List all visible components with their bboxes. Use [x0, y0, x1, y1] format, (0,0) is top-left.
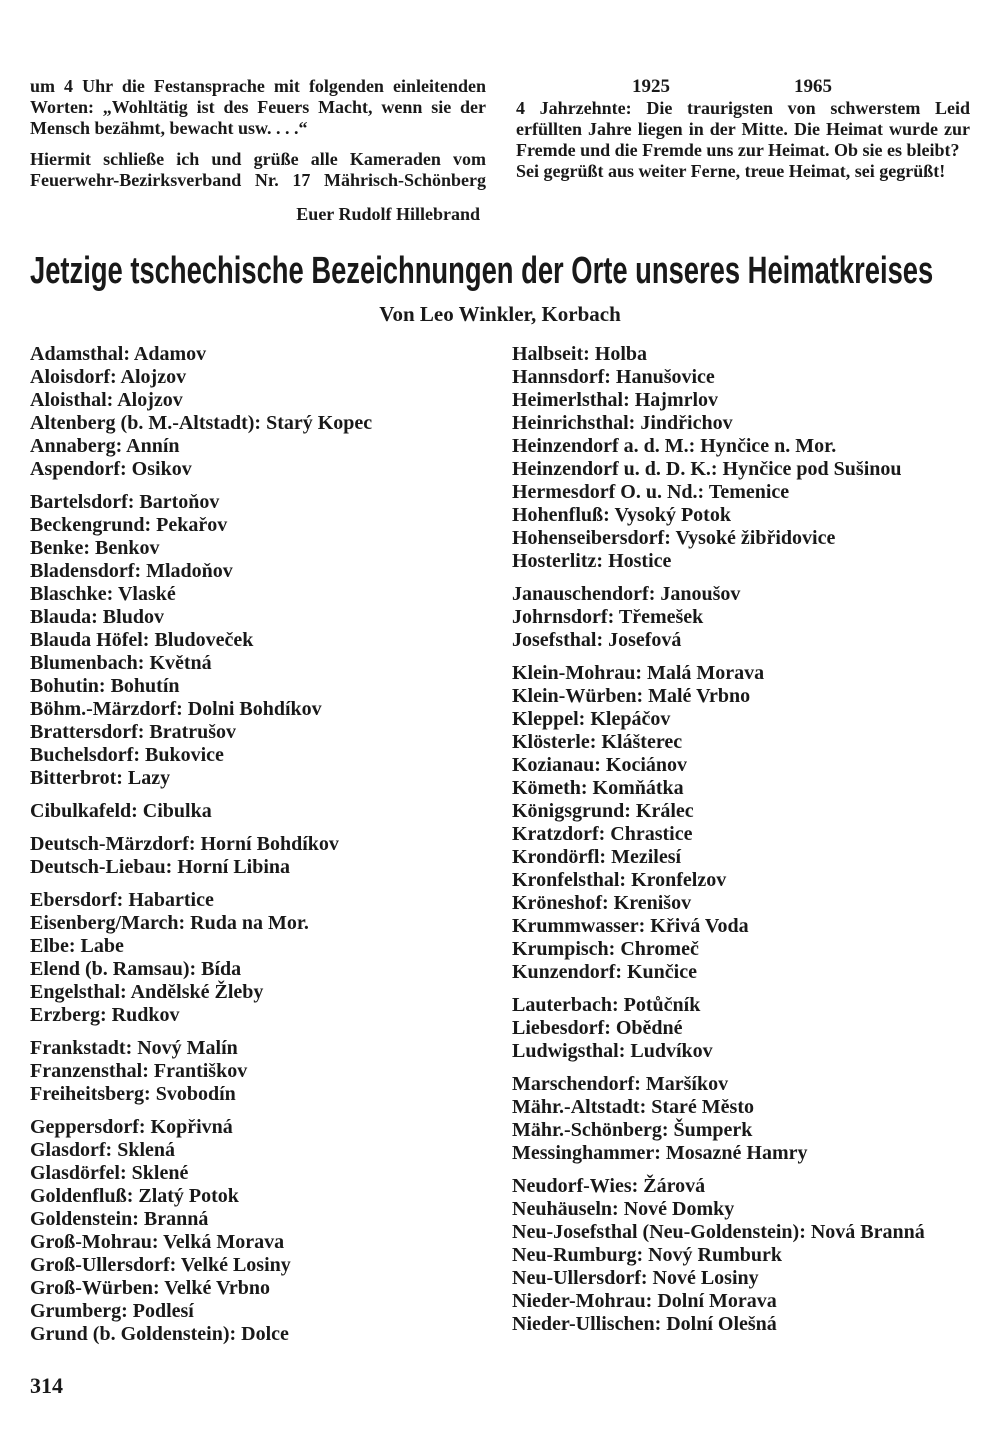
list-item: Freiheitsberg: Svobodín [30, 1083, 236, 1105]
list-item: Erzberg: Rudkov [30, 1004, 180, 1026]
list-item: Altenberg (b. M.-Altstadt): Starý Kopec [30, 412, 373, 434]
place-group [30, 833, 488, 879]
list-item: Ludwigsthal: Ludvíkov [512, 1040, 713, 1062]
dedication-paragraph: 4 Jahrzehnte: Die traurigsten von schwerstem Leid erfüllten Jahre liegen in der Mitte. Die Heimat wurde zur Fremde und die Fremde uns zur Heimat. Ob sie es bleibt? [516, 98, 970, 160]
place-group [30, 491, 488, 790]
list-item: Brattersdorf: Bratrušov [30, 721, 237, 743]
page-title: Jetzige tschechische Bezeichnungen der Orte unseres Heimatkreises [30, 250, 934, 292]
list-item: Hermesdorf O. u. Nd.: Temenice [512, 481, 790, 503]
year-1965: 1965 [794, 76, 832, 97]
list-item: Aspendorf: Osikov [30, 458, 192, 480]
list-item: Johrnsdorf: Třemešek [512, 606, 704, 628]
list-item: Groß-Ullersdorf: Velké Losiny [30, 1254, 291, 1276]
list-item: Halbseit: Holba [512, 343, 648, 365]
place-group [30, 1037, 488, 1106]
list-item: Aloisthal: Alojzov [30, 389, 183, 411]
list-item: Grund (b. Goldenstein): Dolce [30, 1323, 289, 1345]
list-item: Grumberg: Podlesí [30, 1300, 194, 1322]
list-item: Heimerlsthal: Hajmrlov [512, 389, 719, 411]
list-item: Blaschke: Vlaské [30, 583, 176, 605]
list-item: Nieder-Mohrau: Dolní Morava [512, 1290, 777, 1312]
list-item: Lauterbach: Potůčník [512, 994, 701, 1016]
list-item: Eisenberg/March: Ruda na Mor. [30, 912, 309, 934]
list-item: Beckengrund: Pekařov [30, 514, 228, 536]
place-group [30, 1116, 488, 1346]
list-item: Goldenstein: Branná [30, 1208, 209, 1230]
list-item: Aloisdorf: Alojzov [30, 366, 187, 388]
list-item: Glasdörfel: Sklené [30, 1162, 189, 1184]
place-group [512, 994, 970, 1063]
list-item: Kronfelsthal: Kronfelzov [512, 869, 727, 891]
intro-paragraph-greeting: Hiermit schließe ich und grüße alle Kameraden vom Feuerwehr-Bezirksverband Nr. 17 Mährisch-Schönberg [30, 149, 486, 190]
list-item: Hohenfluß: Vysoký Potok [512, 504, 731, 526]
list-item: Kleppel: Klepáčov [512, 708, 671, 730]
list-item: Janauschendorf: Janoušov [512, 583, 741, 605]
list-item: Krumpisch: Chromeč [512, 938, 699, 960]
place-group [512, 662, 970, 984]
list-item: Böhm.-Märzdorf: Dolni Bohdíkov [30, 698, 322, 720]
intro-paragraph-speech: um 4 Uhr die Festansprache mit folgenden einleitenden Worten: „Wohltätig ist des Feuers Macht, wenn sie der Mensch bezähmt, bewacht usw. . . .“ [30, 76, 486, 138]
list-column-left [30, 343, 488, 1346]
place-group [512, 343, 970, 573]
list-item: Heinrichsthal: Jindřichov [512, 412, 733, 434]
list-item: Klein-Würben: Malé Vrbno [512, 685, 751, 707]
list-item: Hannsdorf: Hanušovice [512, 366, 715, 388]
list-item: Deutsch-Märzdorf: Horní Bohdíkov [30, 833, 339, 855]
list-item: Neuhäuseln: Nové Domky [512, 1198, 735, 1220]
list-item: Benke: Benkov [30, 537, 160, 559]
title-block [30, 249, 970, 295]
list-item: Klein-Mohrau: Malá Morava [512, 662, 765, 684]
list-item: Deutsch-Liebau: Horní Libina [30, 856, 291, 878]
list-item: Neudorf-Wies: Žárová [512, 1175, 706, 1197]
list-item: Neu-Josefsthal (Neu-Goldenstein): Nová Branná [512, 1221, 925, 1243]
list-item: Mähr.-Altstadt: Staré Město [512, 1096, 754, 1118]
list-item: Klösterle: Klášterec [512, 731, 683, 753]
list-item: Hohenseibersdorf: Vysoké žibřidovice [512, 527, 836, 549]
list-item: Marschendorf: Maršíkov [512, 1073, 729, 1095]
list-item: Franzensthal: Františkov [30, 1060, 248, 1082]
list-item: Glasdorf: Sklená [30, 1139, 176, 1161]
place-group [30, 800, 488, 823]
list-item: Elend (b. Ramsau): Bída [30, 958, 242, 980]
list-item: Heinzendorf a. d. M.: Hynčice n. Mor. [512, 435, 837, 457]
list-item: Cibulkafeld: Cibulka [30, 800, 212, 822]
list-item: Bitterbrot: Lazy [30, 767, 171, 789]
list-item: Geppersdorf: Kopřivná [30, 1116, 233, 1138]
list-item: Liebesdorf: Obědné [512, 1017, 683, 1039]
place-group [512, 583, 970, 652]
list-item: Heinzendorf u. d. D. K.: Hynčice pod Sušinou [512, 458, 902, 480]
list-item: Kunzendorf: Kunčice [512, 961, 697, 983]
list-item: Blauda Höfel: Bludoveček [30, 629, 254, 651]
list-item: Groß-Würben: Velké Vrbno [30, 1277, 271, 1299]
list-item: Ebersdorf: Habartice [30, 889, 214, 911]
place-group [512, 1073, 970, 1165]
list-item: Bladensdorf: Mladoňov [30, 560, 233, 582]
list-item: Neu-Ullersdorf: Nové Losiny [512, 1267, 759, 1289]
intro-section [30, 76, 970, 225]
intro-right-column [516, 76, 970, 225]
list-item: Messinghammer: Mosazné Hamry [512, 1142, 808, 1164]
list-column-right [512, 343, 970, 1346]
list-item: Blumenbach: Květná [30, 652, 212, 674]
list-item: Nieder-Ullischen: Dolní Olešná [512, 1313, 777, 1335]
place-group [30, 343, 488, 481]
list-item: Annaberg: Annín [30, 435, 180, 457]
list-item: Kratzdorf: Chrastice [512, 823, 693, 845]
list-item: Adamsthal: Adamov [30, 343, 207, 365]
list-item: Krummwasser: Křivá Voda [512, 915, 749, 937]
list-item: Mähr.-Schönberg: Šumperk [512, 1119, 753, 1141]
place-group [30, 889, 488, 1027]
dedication-closing: Sei gegrüßt aus weiter Ferne, treue Heimat, sei gegrüßt! [516, 161, 946, 181]
list-item: Neu-Rumburg: Nový Rumburk [512, 1244, 783, 1266]
list-item: Krondörfl: Mezilesí [512, 846, 682, 868]
byline: Von Leo Winkler, Korbach [379, 302, 621, 326]
list-item: Groß-Mohrau: Velká Morava [30, 1231, 285, 1253]
list-item: Kröneshof: Krenišov [512, 892, 692, 914]
list-item: Blauda: Bludov [30, 606, 164, 628]
list-item: Elbe: Labe [30, 935, 124, 957]
years-row [516, 76, 970, 97]
list-item: Frankstadt: Nový Malín [30, 1037, 238, 1059]
list-item: Josefsthal: Josefová [512, 629, 682, 651]
place-group [512, 1175, 970, 1336]
list-item: Königsgrund: Králec [512, 800, 694, 822]
signature: Euer Rudolf Hillebrand [296, 204, 480, 224]
place-name-list [30, 343, 970, 1346]
list-item: Kozianau: Kociánov [512, 754, 688, 776]
list-item: Hosterlitz: Hostice [512, 550, 672, 572]
list-item: Engelsthal: Andělské Žleby [30, 981, 264, 1003]
list-item: Bartelsdorf: Bartoňov [30, 491, 220, 513]
list-item: Goldenfluß: Zlatý Potok [30, 1185, 239, 1207]
list-item: Buchelsdorf: Bukovice [30, 744, 224, 766]
list-item: Kömeth: Komňátka [512, 777, 684, 799]
list-item: Bohutin: Bohutín [30, 675, 180, 697]
year-1925: 1925 [632, 76, 670, 97]
page-number: 314 [30, 1373, 63, 1398]
intro-left-column [30, 76, 486, 225]
